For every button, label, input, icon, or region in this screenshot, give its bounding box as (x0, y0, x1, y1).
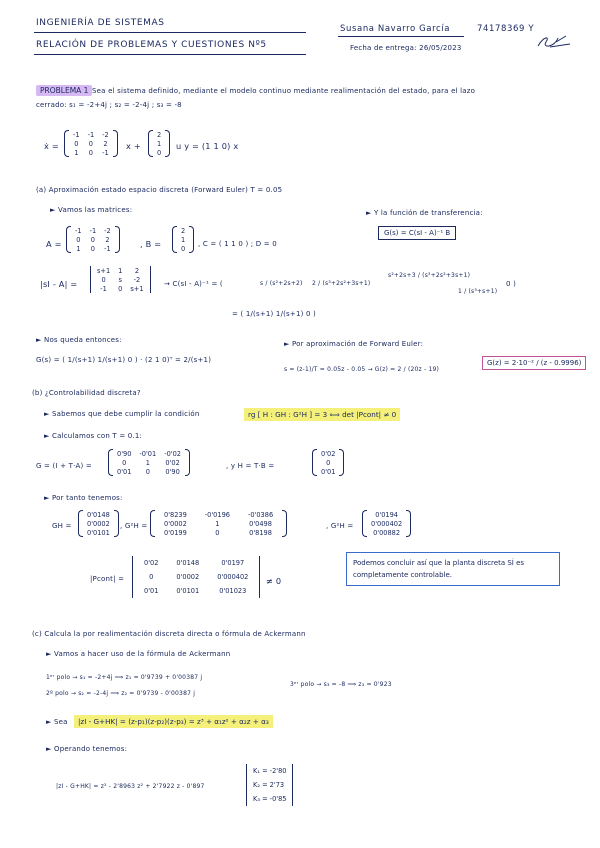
matrix-cell: K₃ = -0'85 (253, 795, 287, 803)
matrix-cell: 0 (101, 275, 106, 284)
pole-2: 2º polo → s₂ = -2-4j ⟹ z₂ = 0'9739 - 0'00387 j (46, 690, 196, 697)
matrix-cell: 0'0101 (176, 587, 200, 595)
part-a-step-1-right: ► Y la función de transferencia: (366, 209, 483, 217)
matrix-cell: 0'01 (117, 467, 132, 476)
matrix-cell: -1 (75, 226, 82, 235)
part-c-step-3: ► Operando tenemos: (46, 745, 128, 753)
P-cont-result: ≠ 0 (266, 576, 282, 586)
matrix-cell: -2 (102, 130, 109, 139)
inverse-frac-4: 1 / (s³+s+1) (458, 288, 498, 295)
matrix-cell: 2 (105, 235, 110, 244)
vector-GH (78, 510, 119, 537)
matrix-P-cont (132, 556, 260, 598)
matrix-cell: -1 (104, 244, 111, 253)
matrix-cell: 0 (74, 139, 79, 148)
G3H-label: , G²H = (326, 522, 354, 530)
matrix-cell: -0'0386 (247, 510, 274, 519)
matrix-cell: 1 (215, 519, 220, 528)
final-polynomial: |zI - G+HK| = z³ - 2'8963 z² + 2'7922 z - 0'897 (56, 783, 205, 790)
matrix-G (108, 449, 190, 476)
matrix-sI-minus-A (90, 266, 151, 293)
B-label: , B = (140, 239, 162, 249)
matrix-cell: 0'02 (321, 449, 336, 458)
matrix-cell: -2 (133, 275, 141, 284)
matrix-cell: 0'0002 (164, 519, 187, 528)
matrix-cell: 2 (103, 139, 108, 148)
transfer-function-box: G(s) = C(sI - A)⁻¹ B (378, 226, 456, 240)
matrix-cell: 0'0148 (176, 559, 200, 567)
part-c-step-1: ► Vamos a hacer uso de la fórmula de Ackermann (46, 650, 231, 658)
matrix-cell: 1 (74, 148, 79, 157)
system-matrix-A (64, 130, 118, 157)
matrix-cell: 0 (88, 139, 93, 148)
matrix-cell: K₂ = 2'73 (253, 781, 285, 789)
matrix-cell: 0'0194 (375, 510, 398, 519)
matrix-cell: -0'0196 (204, 510, 230, 519)
matrix-cell: 0'000402 (217, 573, 249, 581)
controllability-conclusion: Podemos concluir así que la planta discreta SÍ es completamente controlable. (346, 552, 560, 586)
matrix-cell: 1 (145, 458, 150, 467)
matrix-cell: 0'01 (321, 467, 336, 476)
matrix-cell: 0 (181, 244, 186, 253)
system-output-eq: u y = (1 1 0) x (176, 141, 239, 151)
P-cont-label: |Pcont| = (90, 575, 125, 583)
sI-A-label: |sI - A| = (40, 279, 78, 289)
part-b-step-2: ► Calculamos con T = 0.1: (44, 432, 143, 440)
inverse-result-open: → C(sI - A)⁻¹ = ( (164, 280, 223, 288)
matrix-cell: 0'02 (165, 458, 180, 467)
system-x-plus: x + (126, 141, 141, 151)
matrix-cell: 1 (76, 244, 81, 253)
part-b-step-3: ► Por tanto tenemos: (44, 494, 123, 502)
signature (536, 32, 572, 50)
sheet-title: RELACIÓN DE PROBLEMAS Y CUESTIONES Nº5 (36, 40, 267, 50)
part-b-title: (b) ¿Controlabilidad discreta? (32, 389, 141, 397)
matrix-cell: 0 (122, 458, 127, 467)
matrix-cell: 0'0002 (87, 519, 110, 528)
matrix-cell: 0'000402 (371, 519, 403, 528)
part-a-step-1: ► Vamos las matrices: (50, 206, 133, 214)
matrix-cell: 0'90 (165, 467, 180, 476)
A-label: A = (46, 239, 62, 249)
GH-label: GH = (52, 522, 72, 530)
matrix-cell: -1 (89, 226, 97, 235)
matrix-cell: 0'02 (144, 559, 159, 567)
matrix-cell: K₁ = -2'80 (253, 767, 287, 775)
matrix-cell: -1 (87, 130, 95, 139)
matrix-cell: 0'0498 (249, 519, 272, 528)
matrix-cell: s (118, 275, 122, 284)
matrix-cell: -0'02 (164, 449, 181, 458)
inverse-frac-3: s²+2s+3 / (s³+2s²+3s+1) (388, 272, 471, 279)
matrix-cell: 0 (90, 235, 95, 244)
matrix-cell: 0'01 (144, 587, 159, 595)
part-c-title: (c) Calcula la por realimentación discreta directa o fórmula de Ackermann (32, 630, 306, 638)
matrix-cell: 0'0148 (87, 510, 110, 519)
matrix-A (66, 226, 120, 253)
matrix-cell: 0'0002 (176, 573, 200, 581)
vector-H (312, 449, 344, 476)
student-id: 74178369 Y (477, 24, 535, 34)
matrix-cell: 0 (118, 284, 123, 293)
G-s-final: G(s) = ( 1/(s+1) 1/(s+1) 0 ) · (2 1 0)ᵀ = 2/(s+1) (36, 356, 212, 364)
part-a-title: (a) Aproximación estado espacio discreta (Forward Euler) T = 0.05 (36, 186, 283, 194)
subject-title: INGENIERÍA DE SISTEMAS (36, 18, 165, 28)
matrix-cell: 0'8239 (164, 510, 187, 519)
author-name: Susana Navarro García (340, 24, 451, 34)
matrix-cell: 0'01023 (219, 587, 247, 595)
matrix-cell: 0 (149, 573, 154, 581)
part-a-step-3: ► Por aproximación de Forward Euler: (284, 340, 424, 348)
matrix-cell: -2 (104, 226, 111, 235)
matrix-cell: 0 (157, 148, 162, 157)
C-D-values: , C = ( 1 1 0 ) ; D = 0 (198, 240, 277, 248)
part-b-step-1: ► Sabemos que debe cumplir la condición (44, 410, 200, 418)
matrix-cell: 0'00882 (373, 528, 401, 537)
controllability-condition: rg [ H : GH : G²H ] = 3 ⟺ det |Pcont| ≠ 0 (244, 408, 400, 421)
pole-1: 1ᵉʳ polo → s₁ = -2+4j ⟹ z₁ = 0'9739 + 0'00387 j (46, 674, 203, 681)
matrix-cell: 2 (181, 226, 186, 235)
matrix-cell: 0'90 (117, 449, 132, 458)
system-state-label: ẋ = (44, 141, 59, 151)
inverse-frac-2: 2 / (s³+2s²+3s+1) (312, 280, 371, 287)
matrix-cell: 2 (134, 266, 140, 275)
header-rule-2 (34, 54, 306, 55)
matrix-cell: 0'0197 (221, 559, 245, 567)
matrix-cell: 0 (145, 467, 150, 476)
matrix-cell: 0 (88, 148, 93, 157)
characteristic-polynomial: |zI - G+HK| = (z-p₁)(z-p₂)(z-p₃) = z³ + α₁z² + α₂z + α₃ (74, 715, 273, 728)
G-z-result-box: G(z) = 2·10⁻² / (z - 0.9996) (482, 356, 586, 370)
matrix-cell: 1 (181, 235, 186, 244)
matrix-cell: -1 (100, 284, 107, 293)
inverse-result-close: 0 ) (506, 280, 517, 288)
matrix-cell: -0'01 (139, 449, 157, 458)
inverse-simplified: = ( 1/(s+1) 1/(s+1) 0 ) (232, 310, 316, 318)
matrix-cell: 0'8198 (249, 528, 272, 537)
G2H-label: , G²H = (120, 522, 148, 530)
header-rule-1 (34, 32, 306, 33)
matrix-G-squared (150, 510, 287, 537)
problem-badge: PROBLEMA 1 (36, 85, 92, 96)
matrix-cell: 2 (157, 130, 162, 139)
matrix-B (172, 226, 194, 253)
matrix-cell: 0'0199 (164, 528, 187, 537)
matrix-cell: 1 (118, 266, 123, 275)
part-c-step-2-label: ► Sea (46, 718, 68, 726)
part-a-step-2: ► Nos queda entonces: (36, 336, 122, 344)
matrix-cell: s+1 (130, 284, 144, 293)
matrix-cell: s+1 (97, 266, 111, 275)
problem-statement-line-2: cerrado: s₁ = -2+4j ; s₂ = -2-4j ; s₃ = -8 (36, 101, 182, 109)
G-label: G = (I + T·A) = (36, 462, 92, 470)
matrix-cell: -1 (73, 130, 80, 139)
matrix-cell: 0 (76, 235, 81, 244)
gain-vector-K (246, 764, 293, 806)
inverse-frac-1: s / (s²+2s+2) (260, 280, 303, 287)
matrix-cell: 1 (157, 139, 162, 148)
euler-substitution: s = (z-1)/T = 0.05z - 0.05 → G(z) = 2 / (20z - 19) (284, 366, 440, 373)
author-underline (338, 36, 464, 37)
system-vector-B (148, 130, 170, 157)
delivery-date: Fecha de entrega: 26/05/2023 (350, 44, 462, 52)
vector-G2H (362, 510, 411, 537)
H-label: , y H = T·B = (226, 462, 275, 470)
matrix-cell: -1 (102, 148, 109, 157)
matrix-cell: 0 (90, 244, 95, 253)
matrix-cell: 0 (215, 528, 220, 537)
matrix-cell: 0 (326, 458, 331, 467)
matrix-cell: 0'0101 (87, 528, 110, 537)
problem-statement-line-1: Sea el sistema definido, mediante el modelo continuo mediante realimentación del estado, para el lazo (92, 87, 476, 95)
pole-3: 3ᵉʳ polo → s₃ = -8 ⟹ z₃ = 0'923 (290, 681, 392, 688)
